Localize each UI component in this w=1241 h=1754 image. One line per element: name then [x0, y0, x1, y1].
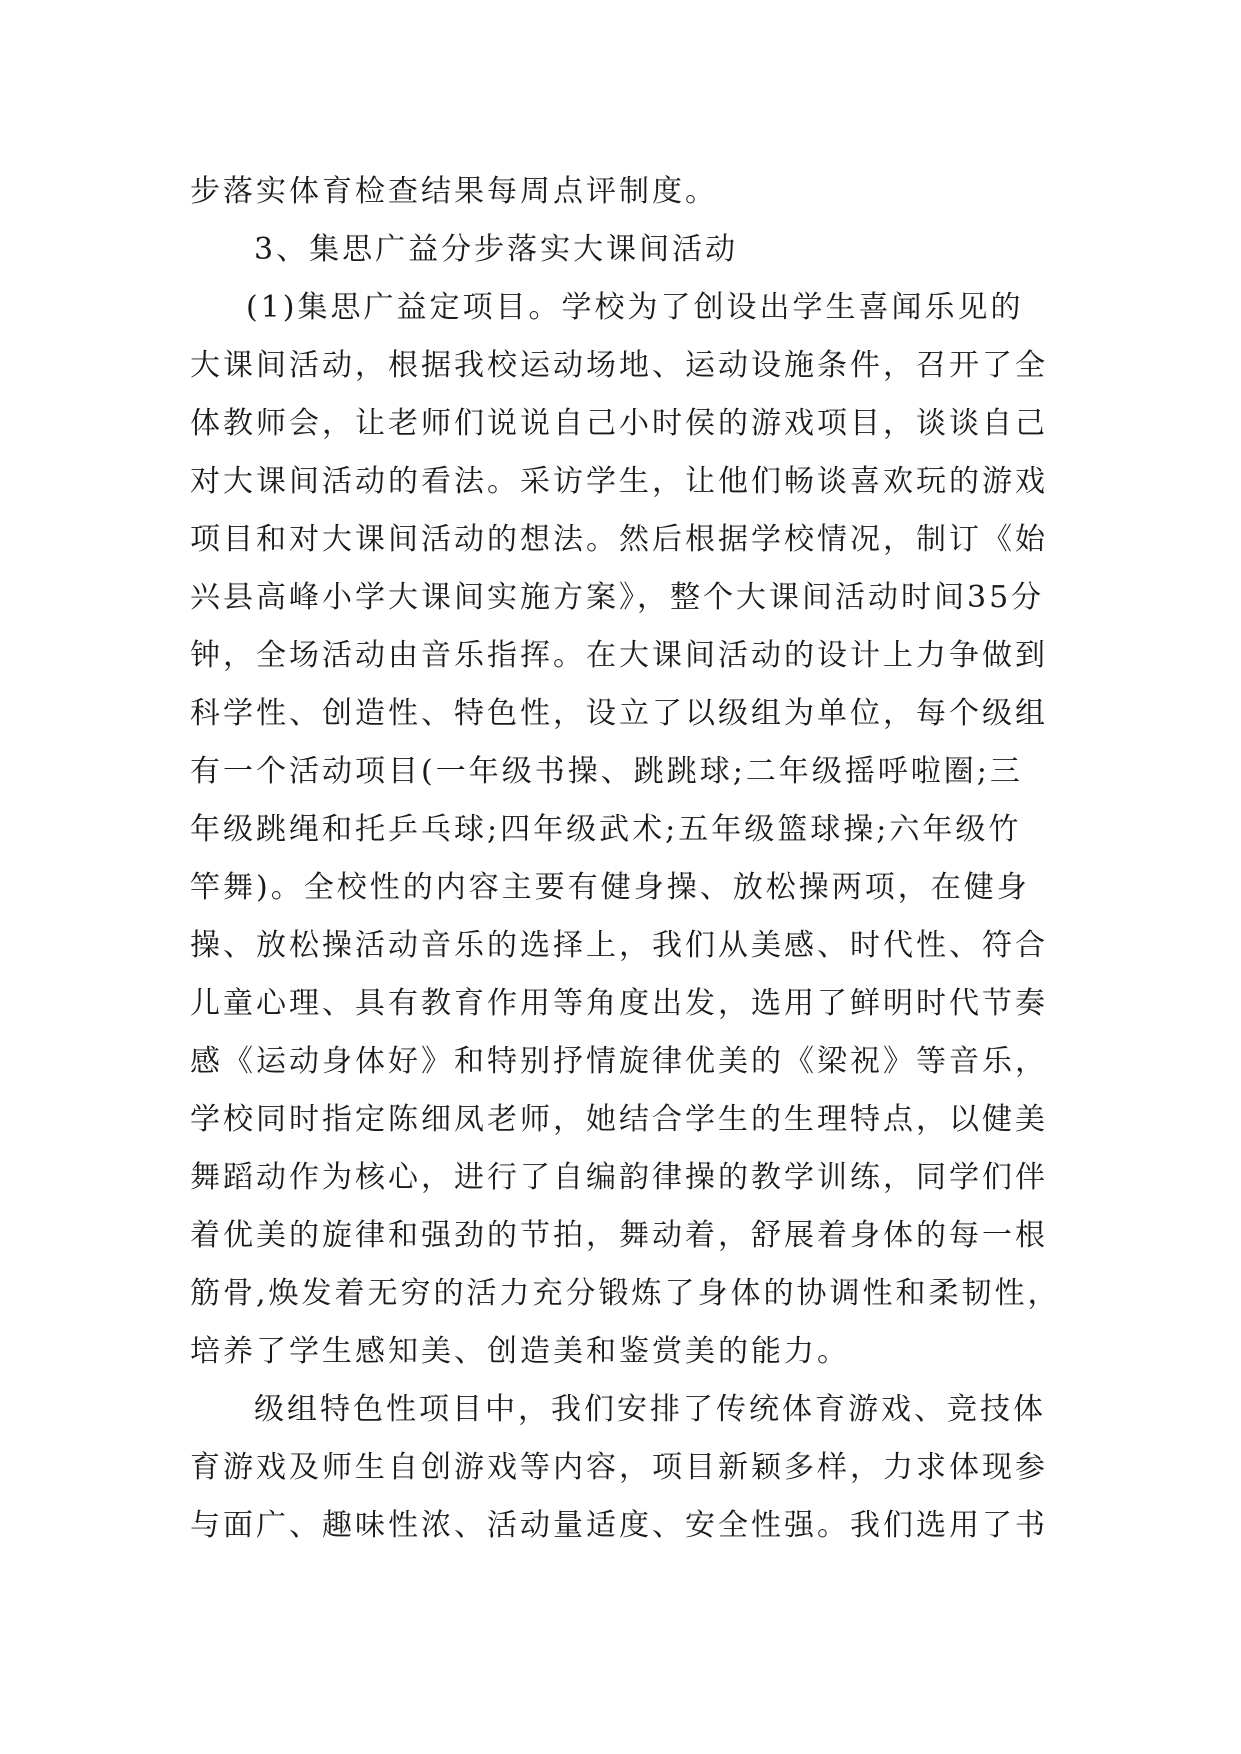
- text-line: 学校同时指定陈细凤老师，她结合学生的生理特点，以健美: [190, 1102, 1048, 1137]
- text-line: 项目和对大课间活动的想法。然后根据学校情况，制订《始: [190, 522, 1048, 557]
- text-line: 级组特色性项目中，我们安排了传统体育游戏、竞技体: [254, 1392, 1046, 1427]
- document-body: [190, 163, 1061, 1555]
- text-line: 操、放松操活动音乐的选择上，我们从美感、时代性、符合: [190, 928, 1048, 963]
- text-line: 儿童心理、具有教育作用等角度出发，选用了鲜明时代节奏: [190, 986, 1048, 1021]
- text-line: 大课间活动，根据我校运动场地、运动设施条件，召开了全: [190, 348, 1048, 383]
- text-line: 兴县高峰小学大课间实施方案》，整个大课间活动时间35分: [190, 580, 1045, 615]
- text-line: 年级跳绳和托乒乓球;四年级武术;五年级篮球操;六年级竹: [190, 812, 1022, 847]
- text-line: 对大课间活动的看法。采访学生，让他们畅谈喜欢玩的游戏: [190, 464, 1048, 499]
- text-line: 感《运动身体好》和特别抒情旋律优美的《梁祝》等音乐，: [190, 1044, 1048, 1079]
- text-line: 舞蹈动作为核心，进行了自编韵律操的教学训练，同学们伴: [190, 1160, 1048, 1195]
- text-line: 筋骨,焕发着无穷的活力充分锻炼了身体的协调性和柔韧性，: [190, 1276, 1061, 1311]
- text-line: (1)集思广益定项目。学校为了创设出学生喜闻乐见的: [246, 290, 1024, 325]
- text-line: 步落实体育检查结果每周点评制度。: [190, 174, 718, 209]
- text-line: 钟，全场活动由音乐指挥。在大课间活动的设计上力争做到: [190, 638, 1048, 673]
- text-line: 体教师会，让老师们说说自己小时侯的游戏项目，谈谈自己: [190, 406, 1048, 441]
- text-line: 科学性、创造性、特色性，设立了以级组为单位，每个级组: [190, 696, 1048, 731]
- text-line: 培养了学生感知美、创造美和鉴赏美的能力。: [190, 1334, 850, 1369]
- text-line: 竿舞)。全校性的内容主要有健身操、放松操两项，在健身: [190, 870, 1030, 905]
- text-line: 有一个活动项目(一年级书操、跳跳球;二年级摇呼啦圈;三: [190, 754, 1023, 789]
- text-line: 与面广、趣味性浓、活动量适度、安全性强。我们选用了书: [190, 1508, 1048, 1543]
- text-line: 着优美的旋律和强劲的节拍，舞动着，舒展着身体的每一根: [190, 1218, 1048, 1253]
- section-heading: 3、集思广益分步落实大课间活动: [254, 232, 739, 267]
- text-line: 育游戏及师生自创游戏等内容，项目新颖多样，力求体现参: [190, 1450, 1048, 1485]
